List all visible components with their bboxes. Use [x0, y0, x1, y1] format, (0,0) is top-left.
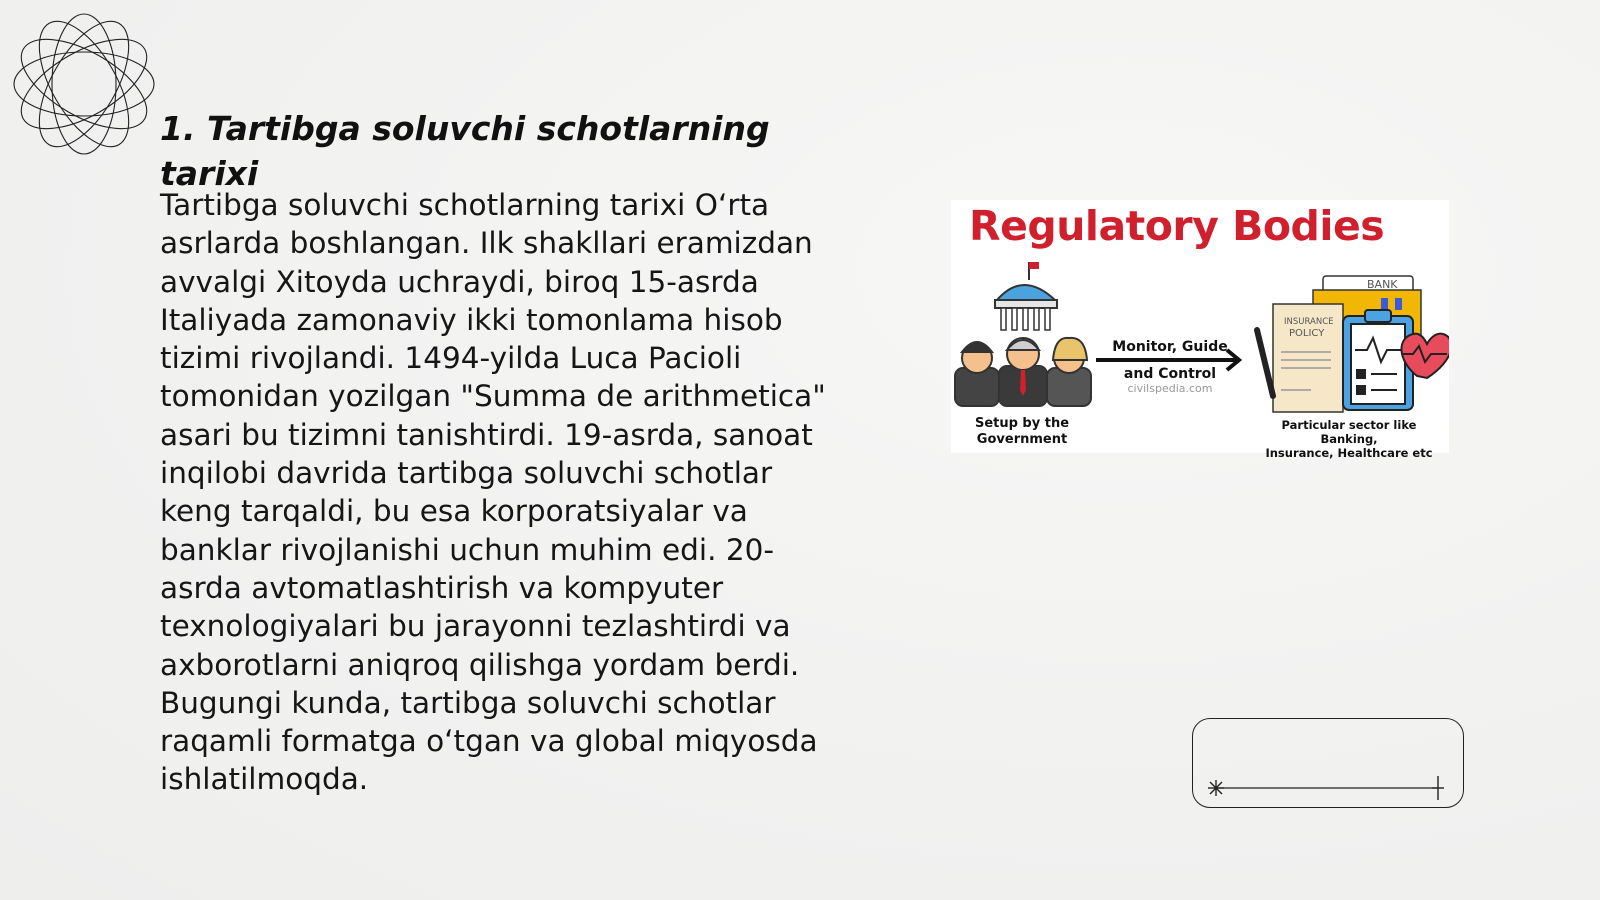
arrow-label-line2: and Control — [1123, 366, 1217, 382]
medical-clipboard-icon — [1343, 310, 1413, 410]
government-building-icon — [995, 262, 1057, 330]
right-caption — [1251, 418, 1447, 460]
pen-icon — [1257, 330, 1273, 396]
officials-icon — [955, 338, 1091, 406]
left-caption-line2: Government — [976, 432, 1068, 447]
figure-title: Regulatory Bodies — [969, 202, 1385, 250]
left-caption — [953, 416, 1091, 448]
right-caption-line2: Insurance, Healthcare etc — [1265, 446, 1433, 460]
right-caption-line1: Particular sector like Banking, — [1281, 418, 1417, 446]
policy-text-line1: INSURANCE — [1284, 317, 1334, 327]
orbit-rings-decoration — [10, 10, 158, 158]
arrow-label — [1099, 334, 1241, 388]
watermark-text: civilspedia.com — [1127, 382, 1213, 395]
sunburst-icon — [1208, 780, 1224, 796]
arrow-label-line1: Monitor, Guide — [1112, 339, 1228, 355]
bank-sign-text: BANK — [1367, 278, 1398, 291]
decorative-line-sparkle — [1192, 718, 1464, 808]
decorative-rounded-box — [1192, 718, 1464, 808]
slide-title: 1. Tartibga soluvchi schotlarning tarixi — [160, 109, 770, 193]
policy-text-line2: POLICY — [1289, 328, 1325, 339]
sparkle-icon — [1432, 776, 1444, 800]
body-paragraph: Tartibga soluvchi schotlarning tarixi O‘rta asrlarda boshlangan. Ilk shakllari eramizdan avvalgi Xitoyda uchraydi, biroq 15-asrda Italiyada zamonaviy ikki tomonlama hisob tizimi rivojlandi. 1494-yilda Luca Pacioli tomonidan yozilgan "Summa de arithmetica" asari bu tizimni tanishtirdi. 19-asrda, sanoat inqilobi davrida tartibga soluvchi schotlar keng tarqaldi, bu esa korporatsiyalar va banklar rivojlanishi uchun muhim edi. 20-asrda avtomatlashtirish va kompyuter texnologiyalari bu jarayonni tezlashtirdi va axborotlarni aniqroq qilishga yordam berdi. Bugungi kunda, tartibga soluvchi schotlar raqamli formatga o‘tgan va global miqyosda ishlatilmoqda. — [160, 188, 826, 797]
regulatory-bodies-figure — [951, 200, 1449, 460]
left-caption-line1: Setup by the — [974, 416, 1070, 431]
